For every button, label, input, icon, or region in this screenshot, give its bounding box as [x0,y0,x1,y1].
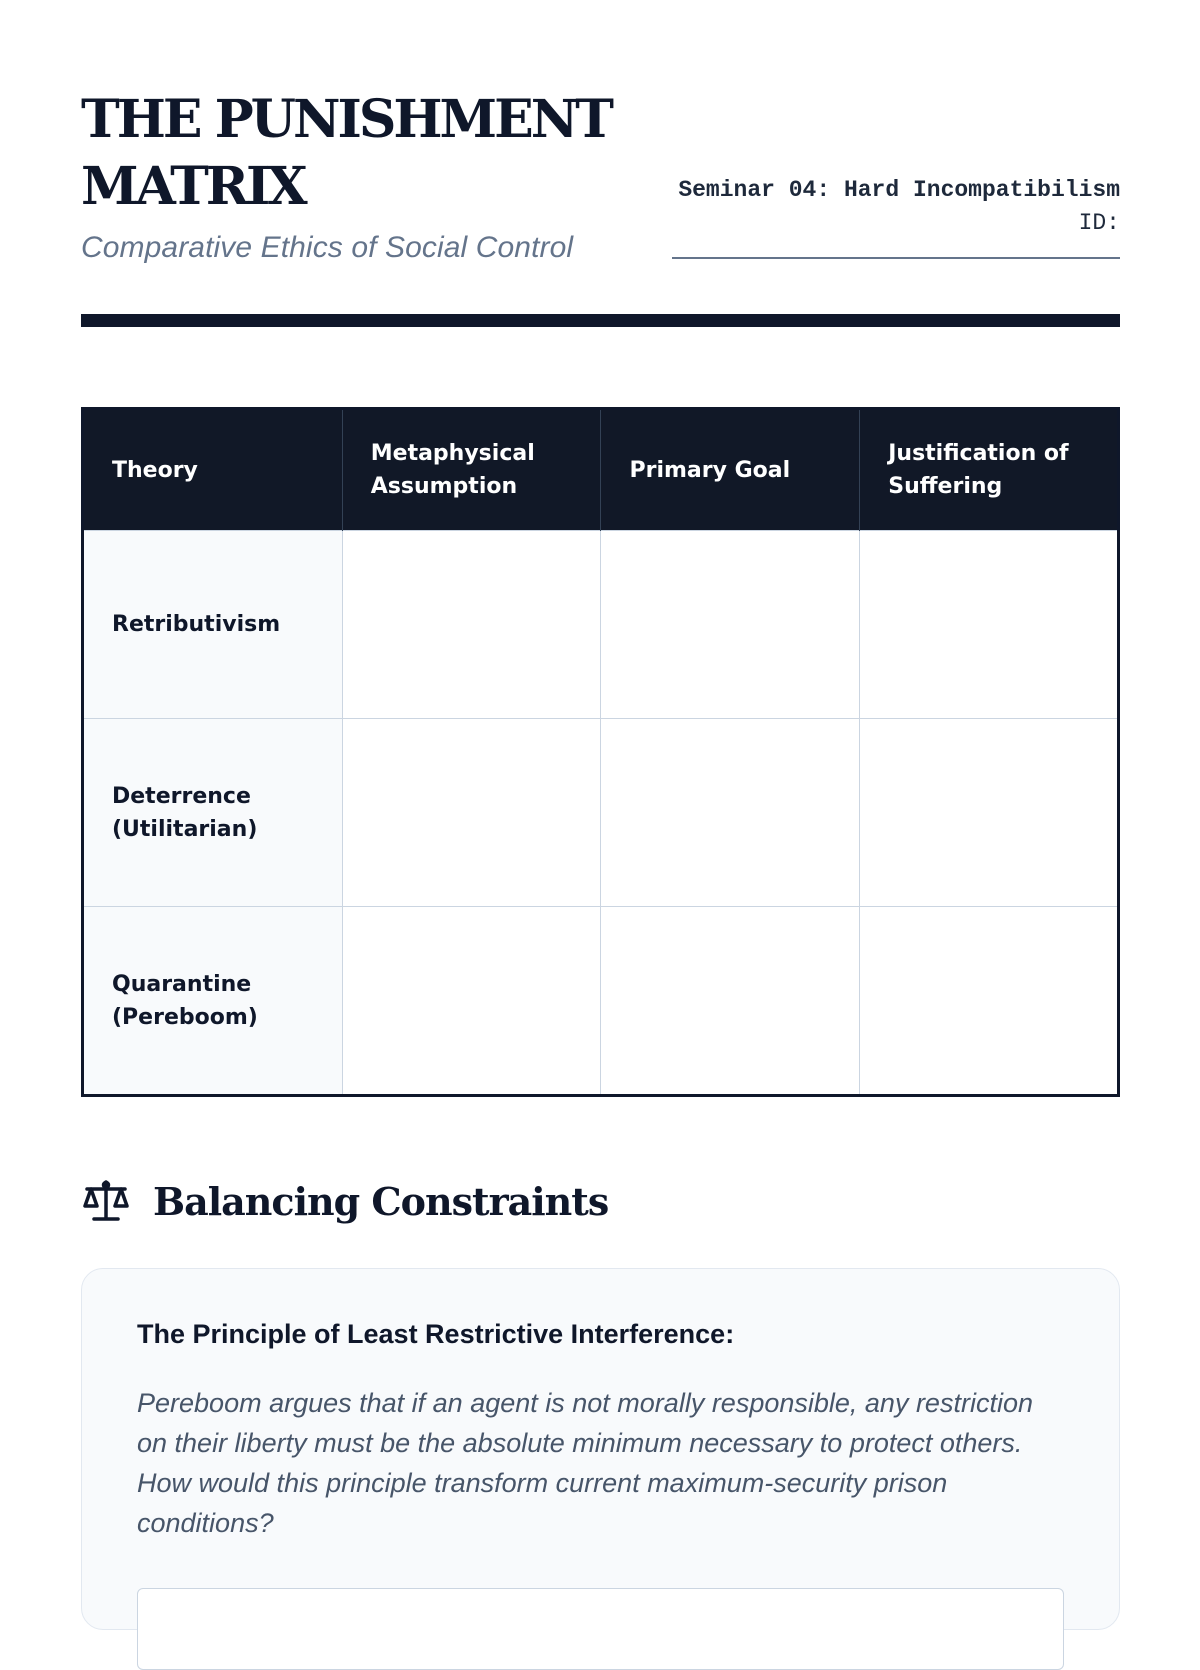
answer-cell[interactable] [860,531,1119,719]
title-line-2: MATRIX [81,156,305,217]
answer-cell[interactable] [860,719,1119,907]
title-line-1: THE PUNISHMENT [81,89,611,150]
student-id-label: ID: [1078,210,1120,236]
theory-cell: Retributivism [83,531,343,719]
punishment-matrix-table [81,407,1120,1097]
header-divider [81,314,1120,327]
answer-cell[interactable] [601,531,860,719]
page-title [81,86,611,220]
column-header-theory: Theory [83,409,343,531]
prompt-text: Pereboom argues that if an agent is not morally responsible, any restriction on their liberty must be the absolute minimum necessary to protect others. How would this principle transform current maximum-security prison conditions? [137,1388,1033,1538]
worksheet-page [81,0,1120,1538]
table-row [83,719,1119,907]
prompt-card [81,1268,1120,1630]
prompt-title: The Principle of Least Restrictive Interference: [137,1319,735,1349]
table-header-row [83,409,1119,531]
answer-cell[interactable] [342,719,601,907]
theory-cell: Deterrence (Utilitarian) [83,719,343,907]
worksheet-header [81,0,1120,326]
student-id-field[interactable] [672,207,1120,259]
seminar-label: Seminar 04: Hard Incompatibilism [678,177,1120,203]
answer-cell[interactable] [601,907,860,1096]
theory-cell: Quarantine (Pereboom) [83,907,343,1096]
response-textarea[interactable] [137,1588,1064,1670]
answer-cell[interactable] [860,907,1119,1096]
seminar-meta [672,174,1120,259]
answer-cell[interactable] [601,719,860,907]
column-header-metaphysical-assumption: Metaphysical Assumption [342,409,601,531]
column-header-justification-of-suffering: Justification of Suffering [860,409,1119,531]
answer-cell[interactable] [342,531,601,719]
table-row [83,907,1119,1096]
page-subtitle: Comparative Ethics of Social Control [81,231,574,264]
scale-icon [81,1178,131,1224]
column-header-primary-goal: Primary Goal [601,409,860,531]
table-row [83,531,1119,719]
section-title: Balancing Constraints [153,1178,609,1224]
answer-cell[interactable] [342,907,601,1096]
balancing-constraints-heading [81,1175,608,1227]
